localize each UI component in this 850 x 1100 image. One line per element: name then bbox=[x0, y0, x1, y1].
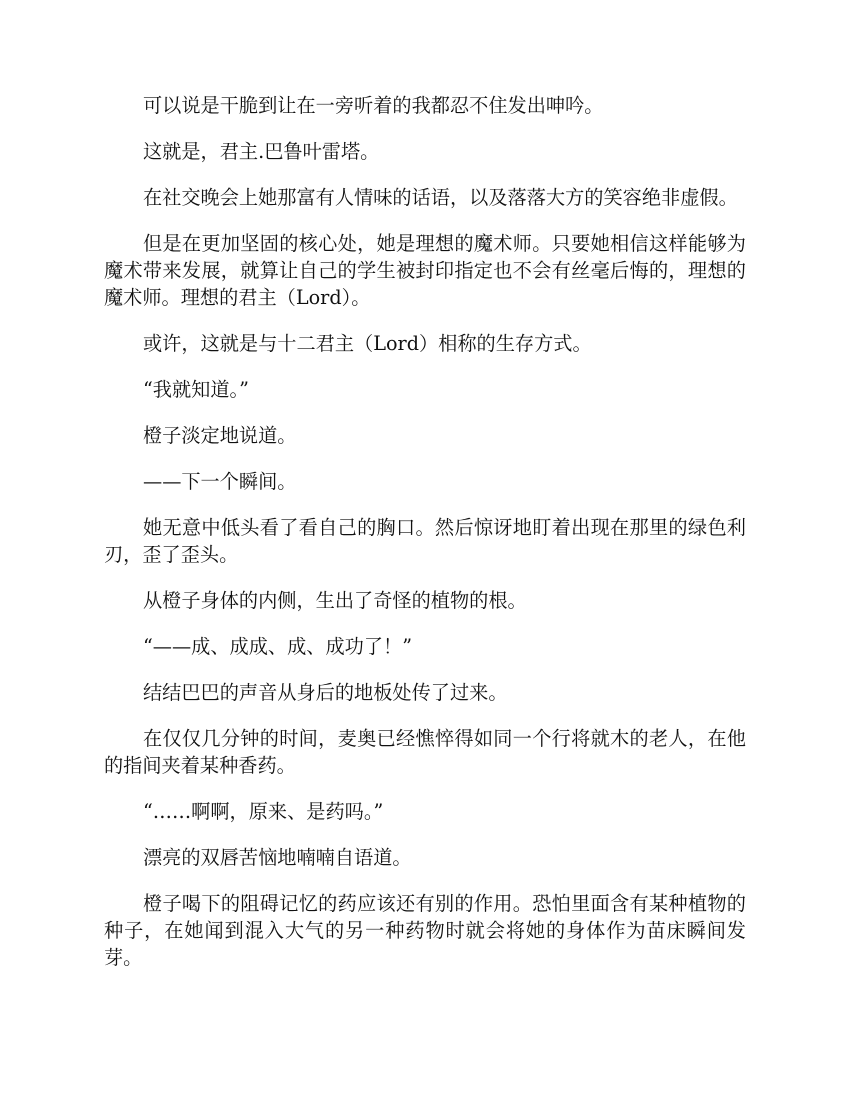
paragraph-7: 橙子淡定地说道。 bbox=[143, 424, 297, 447]
paragraph-2: 这就是，君主.巴鲁叶雷塔。 bbox=[143, 140, 380, 163]
paragraph-11: “——成、成成、成、成功了！” bbox=[143, 635, 413, 658]
paragraph-13: 在仅仅几分钟的时间，麦奥已经憔悴得如同一个行将就木的老人，在他的指间夹着某种香药。 bbox=[104, 727, 746, 777]
paragraph-4: 但是在更加坚固的核心处，她是理想的魔术师。只要她相信这样能够为魔术带来发展，就算让自己的学生被封印指定也不会有丝毫后悔的，理想的魔术师。理想的君主（Lord）。 bbox=[104, 232, 746, 309]
paragraph-1: 可以说是干脆到让在一旁听着的我都忍不住发出呻吟。 bbox=[143, 94, 604, 117]
paragraph-3: 在社交晚会上她那富有人情味的话语，以及落落大方的笑容绝非虚假。 bbox=[143, 186, 738, 209]
paragraph-9: 她无意中低头看了看自己的胸口。然后惊讶地盯着出现在那里的绿色利刃，歪了歪头。 bbox=[104, 516, 746, 566]
paragraph-8: ——下一个瞬间。 bbox=[143, 470, 297, 493]
paragraph-10: 从橙子身体的内侧，生出了奇怪的植物的根。 bbox=[143, 589, 527, 612]
paragraph-16: 橙子喝下的阻碍记忆的药应该还有别的作用。恐怕里面含有某种植物的种子，在她闻到混入大气的另一种药物时就会将她的身体作为苗床瞬间发芽。 bbox=[104, 892, 746, 969]
paragraph-5: 或许，这就是与十二君主（Lord）相称的生存方式。 bbox=[143, 332, 592, 355]
paragraph-15: 漂亮的双唇苦恼地喃喃自语道。 bbox=[143, 846, 412, 869]
paragraph-6: “我就知道。” bbox=[143, 378, 249, 401]
paragraph-14: “……啊啊，原来、是药吗。” bbox=[143, 800, 384, 823]
paragraph-12: 结结巴巴的声音从身后的地板处传了过来。 bbox=[143, 681, 508, 704]
